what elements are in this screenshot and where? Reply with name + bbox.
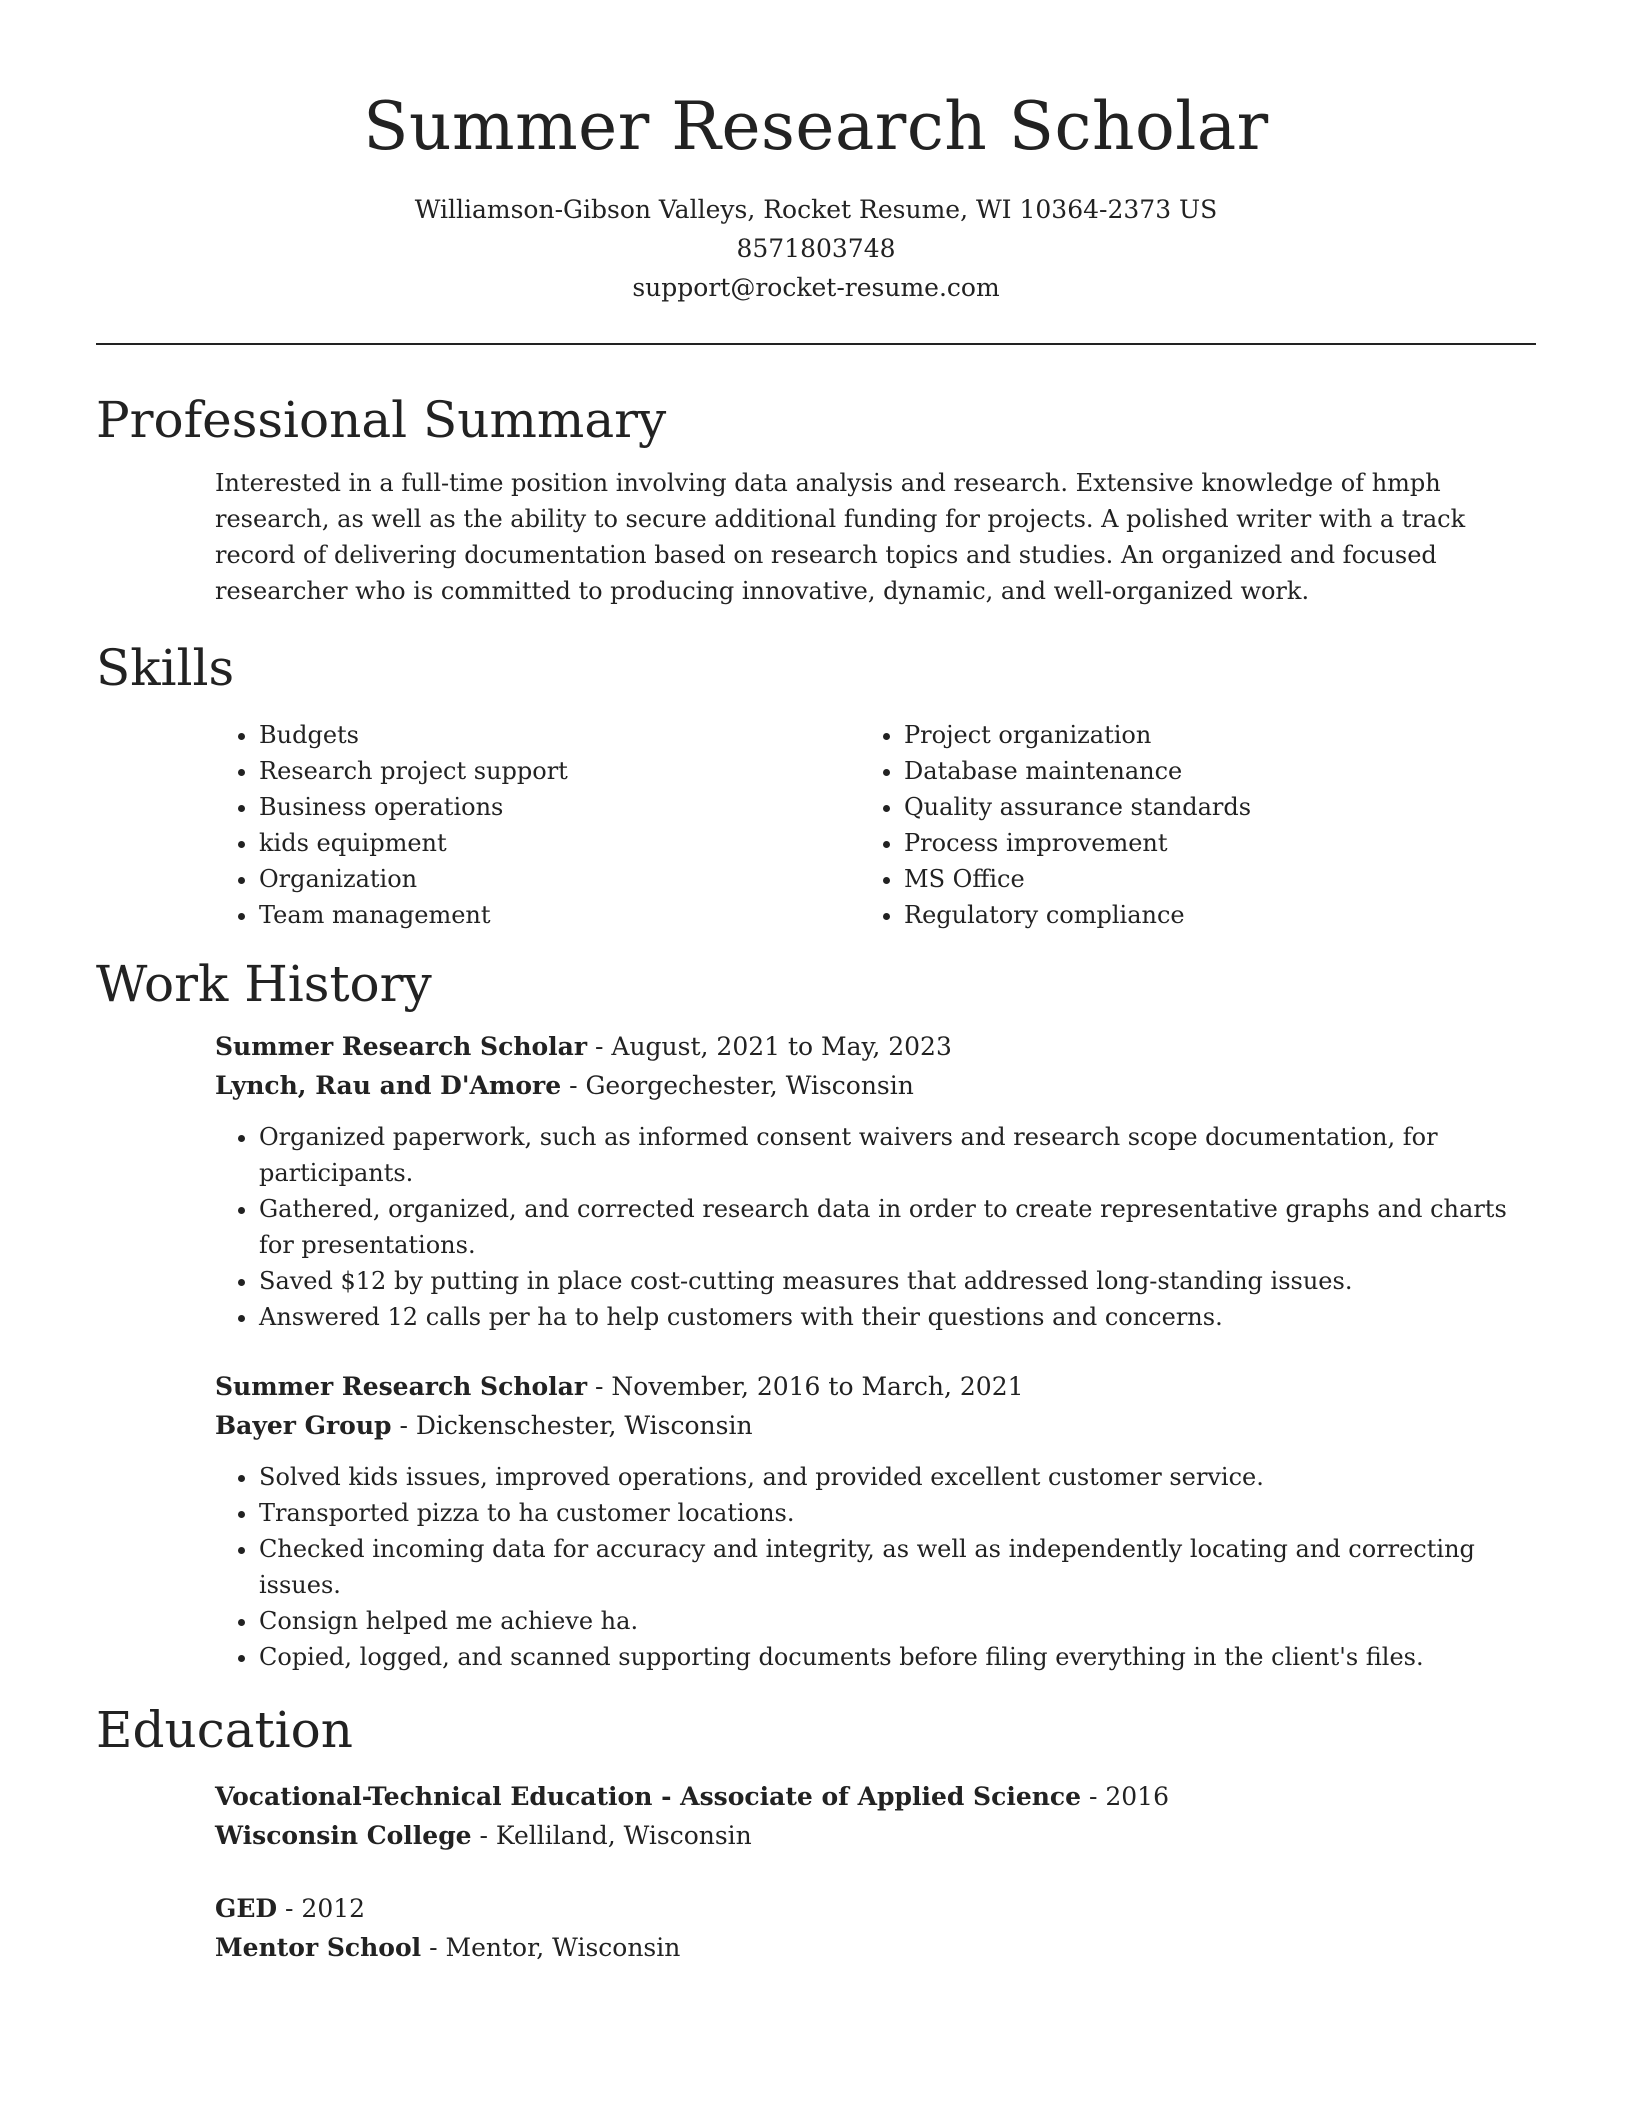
skill-item: • Process improvement <box>904 825 1505 861</box>
job-bullet: • Checked incoming data for accuracy and integrity, as well as independently locating and correcting issues. <box>259 1531 1536 1603</box>
header-divider <box>96 343 1536 345</box>
job-location: - Georgechester, Wisconsin <box>561 1071 914 1100</box>
education-degree: GED <box>215 1894 278 1923</box>
contact-email: support@rocket-resume.com <box>632 273 1000 302</box>
skill-item: • Budgets <box>259 717 860 753</box>
education-school: Wisconsin College <box>215 1821 472 1850</box>
education-location: - Kelliland, Wisconsin <box>471 1821 752 1850</box>
section-skills <box>96 635 1536 933</box>
job-bullet: • Solved kids issues, improved operations, and provided excellent customer service. <box>259 1459 1536 1495</box>
job-dates: - August, 2021 to May, 2023 <box>587 1032 952 1061</box>
job-bullet: • Copied, logged, and scanned supporting documents before filing everything in the client's files. <box>259 1639 1536 1675</box>
resume-header <box>96 0 1536 307</box>
job-dates: - November, 2016 to March, 2021 <box>587 1372 1024 1401</box>
section-work-history <box>96 951 1536 1675</box>
section-title-education: Education <box>96 1701 353 1759</box>
education-entry <box>215 1889 1536 1967</box>
job-title-line <box>215 1027 1536 1066</box>
education-degree-line <box>215 1777 1536 1816</box>
job-company-line <box>215 1066 1536 1105</box>
skills-list-right <box>860 717 1505 933</box>
section-title-work: Work History <box>96 955 432 1013</box>
skill-item: • MS Office <box>904 861 1505 897</box>
skill-item: • Research project support <box>259 753 860 789</box>
job-location: - Dickenschester, Wisconsin <box>391 1411 753 1440</box>
education-year: - 2016 <box>1081 1782 1169 1811</box>
job-bullet: • Saved $12 by putting in place cost-cutting measures that addressed long-standing issues. <box>259 1263 1536 1299</box>
job-bullet: • Organized paperwork, such as informed consent waivers and research scope documentation, for participants. <box>259 1119 1536 1191</box>
job-bullet: • Gathered, organized, and corrected research data in order to create representative graphs and charts for presentations. <box>259 1191 1536 1263</box>
skill-item: • Database maintenance <box>904 753 1505 789</box>
job-company: Lynch, Rau and D'Amore <box>215 1071 562 1100</box>
resume-name: Summer Research Scholar <box>363 88 1269 165</box>
skill-item: • Project organization <box>904 717 1505 753</box>
summary-text: Interested in a full-time position involving data analysis and research. Extensive knowledge of hmph research, as well as the ability to secure additional funding for projects. A polished writer with a track record of delivering documentation based on research topics and studies. An organized and focused researcher who is committed to producing innovative, dynamic, and well-organized work. <box>215 469 1466 605</box>
job-company: Bayer Group <box>215 1411 392 1440</box>
job-bullet-list <box>215 1119 1536 1335</box>
skill-item: • Team management <box>259 897 860 933</box>
job-bullet-list <box>215 1459 1536 1675</box>
contact-address: Williamson-Gibson Valleys, Rocket Resume, WI 10364-2373 US <box>414 195 1218 224</box>
skill-item: • Organization <box>259 861 860 897</box>
education-entry <box>215 1777 1536 1855</box>
skill-item: • Quality assurance standards <box>904 789 1505 825</box>
education-school-line <box>215 1928 1536 1967</box>
skills-grid <box>215 717 1536 933</box>
skill-item: • Business operations <box>259 789 860 825</box>
education-year: - 2012 <box>277 1894 366 1923</box>
job-bullet: • Consign helped me achieve ha. <box>259 1603 1536 1639</box>
job-entry <box>215 1367 1536 1675</box>
job-bullet: • Answered 12 calls per ha to help customers with their questions and concerns. <box>259 1299 1536 1335</box>
education-school-line <box>215 1816 1536 1855</box>
job-role: Summer Research Scholar <box>215 1372 588 1401</box>
skill-item: • Regulatory compliance <box>904 897 1505 933</box>
skill-item: • kids equipment <box>259 825 860 861</box>
education-location: - Mentor, Wisconsin <box>421 1933 681 1962</box>
education-school: Mentor School <box>215 1933 422 1962</box>
job-company-line <box>215 1406 1536 1445</box>
job-bullet: • Transported pizza to ha customer locations. <box>259 1495 1536 1531</box>
job-entry <box>215 1027 1536 1335</box>
skills-list-left <box>215 717 860 933</box>
section-education <box>96 1697 1536 1967</box>
education-degree: Vocational-Technical Education - Associate of Applied Science <box>215 1782 1082 1811</box>
contact-phone: 8571803748 <box>736 234 896 263</box>
section-professional-summary <box>96 387 1536 609</box>
section-title-summary: Professional Summary <box>96 391 667 449</box>
job-role: Summer Research Scholar <box>215 1032 588 1061</box>
education-degree-line <box>215 1889 1536 1928</box>
job-title-line <box>215 1367 1536 1406</box>
contact-block <box>96 190 1536 307</box>
section-title-skills: Skills <box>96 639 235 697</box>
